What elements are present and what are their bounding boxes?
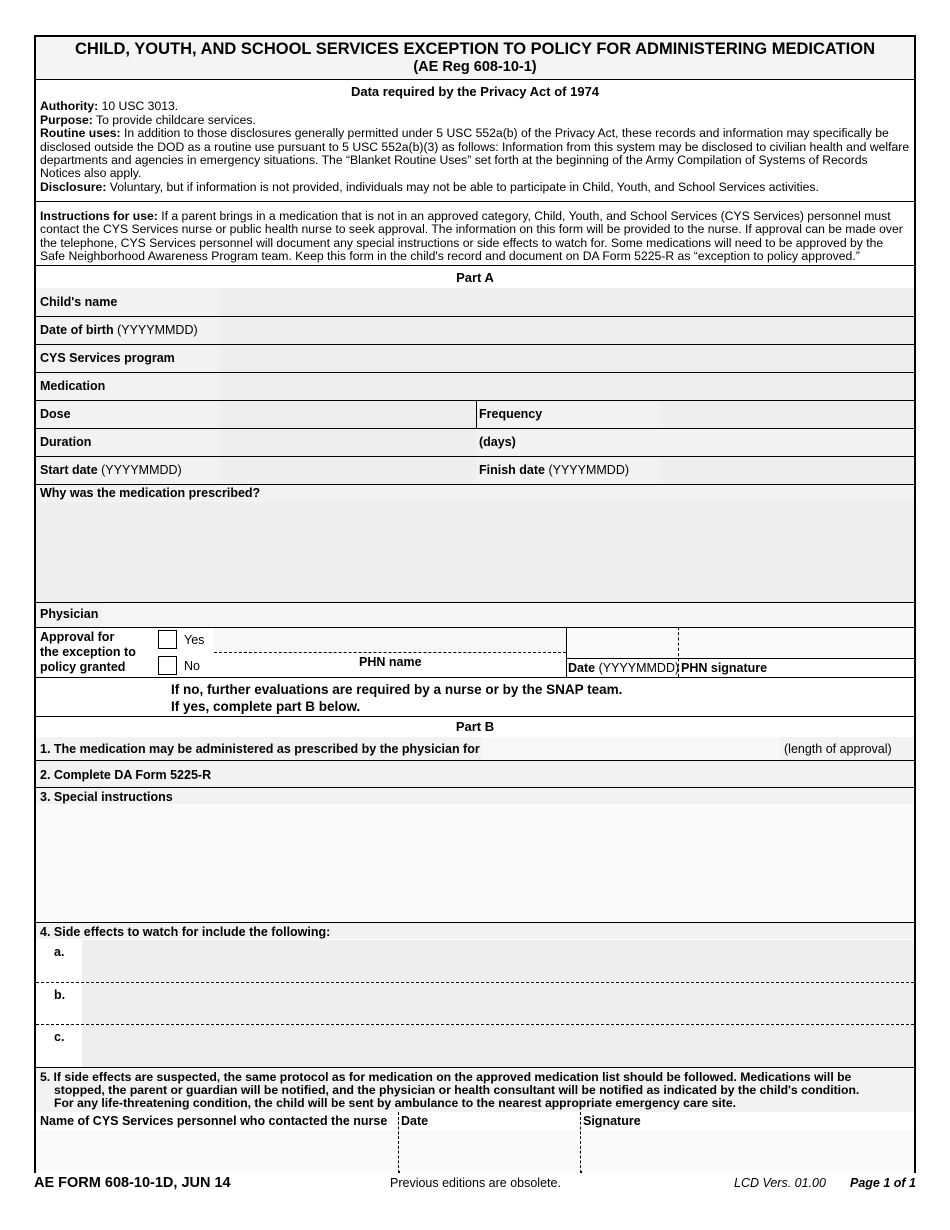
purpose-text: To provide childcare services. [96, 112, 256, 127]
disclosure-text: Voluntary, but if information is not provided, individuals may not be able to participate in Child, Youth, and School Services activities. [109, 179, 819, 194]
start-date-field[interactable] [220, 457, 476, 484]
special-instructions-field[interactable] [36, 804, 914, 922]
instructions-label: Instructions for use: [40, 209, 158, 223]
instructions-text: If a parent brings in a medication that is not in an approved category, Child, Youth, and School Services (CYS Services) personnel must contact the CYS Services nurse or public health nurse to seek approval. The information on this form will be provided to the nurse. If approval can be made over the telephone, CYS Services personnel will document any special instructions or side effects to watch for. Some medications will need to be approved by the Safe Neighborhood Awareness Program team. Keep this form in the child's record and document on DA Form 5225-R as “exception to policy approved.” [40, 209, 903, 264]
personnel-signature-field[interactable] [582, 1130, 914, 1173]
childs-name-label: Child's name [40, 295, 118, 309]
duration-field[interactable] [220, 429, 476, 456]
authority-label: Authority: [40, 99, 99, 114]
frequency-label: Frequency [479, 407, 543, 421]
frequency-field[interactable] [660, 401, 914, 428]
phn-date-field[interactable] [568, 628, 678, 658]
phn-signature-field[interactable] [680, 628, 914, 658]
privacy-heading: Data required by the Privacy Act of 1974 [350, 84, 600, 99]
personnel-name-field[interactable] [36, 1130, 398, 1173]
finish-date-field[interactable] [660, 457, 914, 484]
days-label: (days) [479, 435, 516, 449]
finish-date-label: Finish date (YYYYMMDD) [479, 463, 630, 477]
approval-no-label: No [184, 659, 200, 673]
form-title [36, 37, 914, 79]
approval-yes-label: Yes [184, 633, 205, 647]
part-a-heading: Part A [456, 270, 494, 285]
form-title-line2: (AE Reg 608-10-1) [413, 59, 537, 75]
dob-field[interactable] [220, 317, 914, 344]
phn-date-label: Date (YYYYMMDD) [568, 661, 680, 675]
dob-label: Date of birth (YYYYMMDD) [40, 323, 198, 337]
medication-field[interactable] [220, 373, 914, 400]
program-label: CYS Services program [40, 351, 175, 365]
approval-no-checkbox[interactable] [158, 656, 177, 675]
personnel-signature-label: Signature [583, 1114, 641, 1128]
form-title-line1: CHILD, YOUTH, AND SCHOOL SERVICES EXCEPTION TO POLICY FOR ADMINISTERING MEDICATION [74, 40, 876, 58]
disclosure-label: Disclosure: [40, 179, 107, 194]
side-effect-a-label: a. [54, 945, 65, 959]
why-prescribed-field[interactable] [36, 502, 914, 602]
approval-note: If no, further evaluations are required by a nurse or by the SNAP team. If yes, complete part B below. [171, 682, 623, 714]
page-number: Page 1 of 1 [850, 1176, 916, 1190]
side-effect-a-field[interactable] [82, 940, 914, 982]
instructions-for-use [36, 207, 914, 267]
medication-label: Medication [40, 379, 106, 393]
previous-editions-note: Previous editions are obsolete. [390, 1176, 561, 1190]
exception-form [34, 35, 916, 1173]
lcd-version: LCD Vers. 01.00 [734, 1176, 826, 1190]
routine-uses-label: Routine uses: [40, 126, 121, 141]
purpose-label: Purpose: [40, 112, 93, 127]
privacy-act-statement [36, 81, 914, 194]
physician-label: Physician [40, 607, 99, 621]
phn-name-label: PHN name [359, 655, 422, 669]
item4-label: 4. Side effects to watch for include the following: [40, 925, 331, 939]
physician-field[interactable] [102, 603, 914, 627]
part-b-heading: Part B [455, 719, 495, 734]
authority-text: 10 USC 3013. [101, 99, 179, 114]
phn-signature-label: PHN signature [681, 661, 768, 675]
length-of-approval-label: (length of approval) [784, 742, 892, 756]
personnel-label: Name of CYS Services personnel who contacted the nurse [40, 1114, 388, 1128]
phn-name-field[interactable] [214, 628, 566, 652]
item1-label: 1. The medication may be administered as prescribed by the physician for [40, 742, 480, 756]
start-date-label: Start date (YYYYMMDD) [40, 463, 182, 477]
side-effect-b-field[interactable] [82, 983, 914, 1024]
length-of-approval-field[interactable] [482, 737, 780, 760]
side-effect-c-label: c. [54, 1030, 65, 1044]
approval-label: Approval for the exception to policy granted [40, 630, 136, 674]
item2-label: 2. Complete DA Form 5225-R [40, 768, 212, 782]
dose-label: Dose [40, 407, 71, 421]
routine-uses-text: In addition to those disclosures generally permitted under 5 USC 552a(b) of the Privacy Act, these records and information may specifically be disclosed outside the DOD as a routine use pursuant to 5 USC 552a(b)(3) as follows: Information from this system may be disclosed to civilian health and welfare departments and agencies in emergency situations. The “Blanket Routine Uses” set forth at the beginning of the Army Compilation of Systems of Records Notices also apply. [40, 126, 910, 181]
personnel-date-label: Date [401, 1114, 429, 1128]
item3-label: 3. Special instructions [40, 790, 173, 804]
side-effect-c-field[interactable] [82, 1025, 914, 1067]
why-prescribed-label: Why was the medication prescribed? [40, 486, 261, 500]
duration-label: Duration [40, 435, 92, 449]
form-id: AE FORM 608-10-1D, JUN 14 [34, 1175, 231, 1191]
approval-yes-checkbox[interactable] [158, 630, 177, 649]
childs-name-field[interactable] [220, 288, 914, 316]
dose-field[interactable] [220, 401, 476, 428]
personnel-date-field[interactable] [400, 1130, 580, 1173]
program-field[interactable] [220, 345, 914, 372]
item5-note: 5. If side effects are suspected, the same protocol as for medication on the approved medication list should be followed. Medications will be stopped, the parent or guardian will be notified, and the physician or health consultant will be notified as indicated by the child's condition. For any life-threatening condition, the child will be sent by ambulance to the nearest appropriate emergency care site. [36, 1068, 914, 1112]
form-footer [34, 1175, 916, 1193]
side-effect-b-label: b. [54, 988, 66, 1002]
